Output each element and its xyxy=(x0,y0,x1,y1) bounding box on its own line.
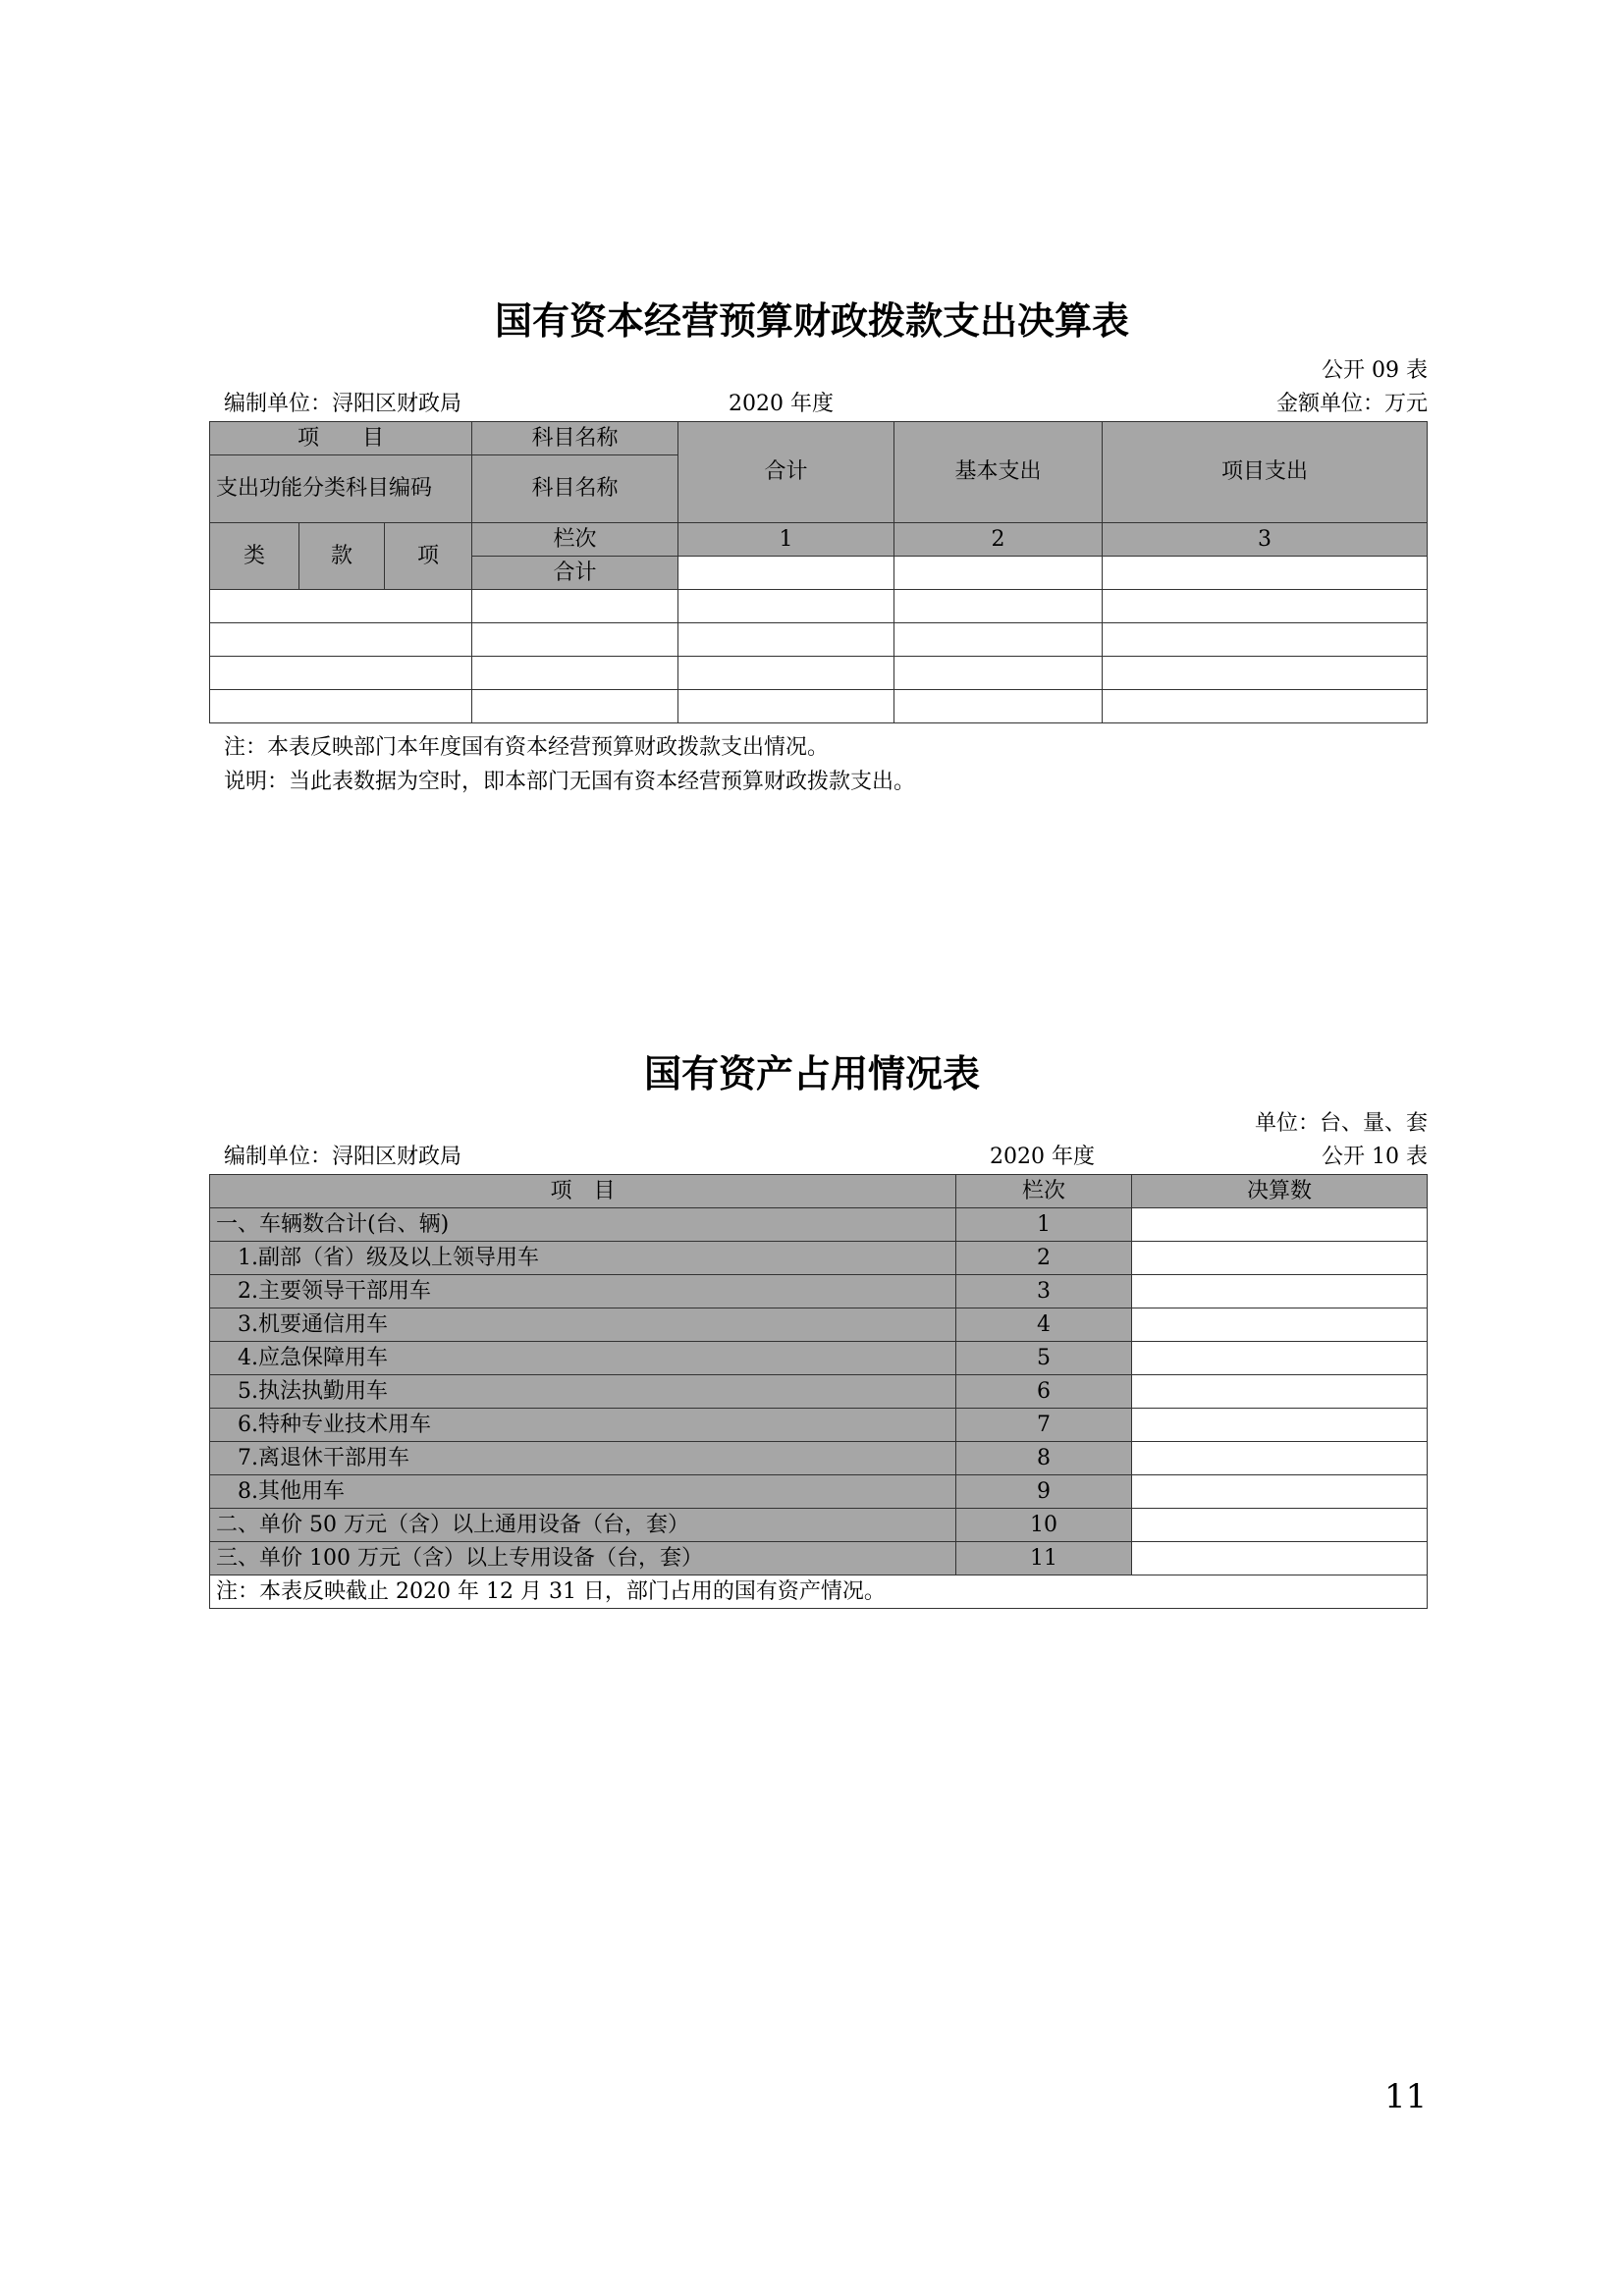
row-item: 8.其他用车 xyxy=(210,1475,956,1509)
row-item: 6.特种专业技术用车 xyxy=(210,1409,956,1442)
row-column-no: 7 xyxy=(956,1409,1132,1442)
table2 xyxy=(209,1174,1428,1609)
table-row xyxy=(210,1475,1428,1509)
header-column-no: 栏次 xyxy=(472,523,678,557)
row-final-amount xyxy=(1132,1275,1428,1308)
row-final-amount xyxy=(1132,1308,1428,1342)
sum-row-label: 合计 xyxy=(472,557,678,590)
sum-total xyxy=(678,557,894,590)
header-lei: 类 xyxy=(210,523,299,590)
row-column-no: 4 xyxy=(956,1308,1132,1342)
table-row xyxy=(210,1342,1428,1375)
header-item: 项 目 xyxy=(210,422,472,455)
col-no-1: 1 xyxy=(678,523,894,557)
header-code-label: 支出功能分类科目编码 xyxy=(210,455,472,523)
row-final-amount xyxy=(1132,1475,1428,1509)
header-final-amount: 决算数 xyxy=(1132,1175,1428,1208)
header-column-no: 栏次 xyxy=(956,1175,1132,1208)
row-column-no: 8 xyxy=(956,1442,1132,1475)
row-item: 二、单价 50 万元（含）以上通用设备（台，套） xyxy=(210,1509,956,1542)
col-no-3: 3 xyxy=(1103,523,1428,557)
table1-form-no: 公开 09 表 xyxy=(1322,358,1428,383)
header-subject-name: 科目名称 xyxy=(472,422,678,455)
col-no-2: 2 xyxy=(894,523,1103,557)
row-column-no: 11 xyxy=(956,1542,1132,1575)
row-item: 三、单价 100 万元（含）以上专用设备（台，套） xyxy=(210,1542,956,1575)
row-item: 一、车辆数合计(台、辆) xyxy=(210,1208,956,1242)
row-item: 5.执法执勤用车 xyxy=(210,1375,956,1409)
table-row xyxy=(210,657,1428,690)
row-final-amount xyxy=(1132,1242,1428,1275)
row-item: 7.离退休干部用车 xyxy=(210,1442,956,1475)
row-final-amount xyxy=(1132,1509,1428,1542)
header-kuan: 款 xyxy=(299,523,385,590)
table1-year: 2020 年度 xyxy=(729,392,834,416)
sum-basic xyxy=(894,557,1103,590)
header-total: 合计 xyxy=(678,422,894,523)
row-item: 4.应急保障用车 xyxy=(210,1342,956,1375)
table1-unit-label: 编制单位：浔阳区财政局 xyxy=(224,392,462,416)
table-row xyxy=(210,1375,1428,1409)
table2-form-no: 公开 10 表 xyxy=(1322,1145,1428,1169)
sum-project xyxy=(1103,557,1428,590)
header-project: 项目支出 xyxy=(1103,422,1428,523)
row-final-amount xyxy=(1132,1208,1428,1242)
row-column-no: 3 xyxy=(956,1275,1132,1308)
table-row xyxy=(210,1242,1428,1275)
page-number: 11 xyxy=(1384,2077,1428,2116)
row-final-amount xyxy=(1132,1342,1428,1375)
row-final-amount xyxy=(1132,1375,1428,1409)
table2-note: 注：本表反映截止 2020 年 12 月 31 日，部门占用的国有资产情况。 xyxy=(210,1575,1428,1609)
table1-amount-unit: 金额单位：万元 xyxy=(1275,392,1428,416)
table1-explanation: 说明：当此表数据为空时，即本部门无国有资本经营预算财政拨款支出。 xyxy=(224,770,916,794)
row-final-amount xyxy=(1132,1442,1428,1475)
row-item: 3.机要通信用车 xyxy=(210,1308,956,1342)
row-final-amount xyxy=(1132,1542,1428,1575)
table-row xyxy=(210,590,1428,623)
table1-title: 国有资本经营预算财政拨款支出决算表 xyxy=(494,298,1129,343)
table-row xyxy=(210,1308,1428,1342)
table1 xyxy=(209,421,1428,723)
table-row xyxy=(210,1208,1428,1242)
table2-unit: 单位：台、量、套 xyxy=(1254,1111,1428,1136)
row-final-amount xyxy=(1132,1409,1428,1442)
row-item: 1.副部（省）级及以上领导用车 xyxy=(210,1242,956,1275)
header-xiang: 项 xyxy=(385,523,472,590)
table-row xyxy=(210,690,1428,723)
row-column-no: 5 xyxy=(956,1342,1132,1375)
row-column-no: 9 xyxy=(956,1475,1132,1509)
row-item: 2.主要领导干部用车 xyxy=(210,1275,956,1308)
table-row xyxy=(210,623,1428,657)
table2-unit-label: 编制单位：浔阳区财政局 xyxy=(224,1145,462,1169)
header-item: 项 目 xyxy=(210,1175,956,1208)
table-row xyxy=(210,1509,1428,1542)
header-subject-name-2: 科目名称 xyxy=(472,455,678,523)
table2-title: 国有资产占用情况表 xyxy=(643,1051,980,1095)
row-column-no: 10 xyxy=(956,1509,1132,1542)
table-row xyxy=(210,1442,1428,1475)
table-row xyxy=(210,1542,1428,1575)
table1-note: 注：本表反映部门本年度国有资本经营预算财政拨款支出情况。 xyxy=(224,735,830,760)
row-column-no: 2 xyxy=(956,1242,1132,1275)
row-column-no: 1 xyxy=(956,1208,1132,1242)
table-row xyxy=(210,1275,1428,1308)
header-basic: 基本支出 xyxy=(894,422,1103,523)
table-row xyxy=(210,1409,1428,1442)
row-column-no: 6 xyxy=(956,1375,1132,1409)
table2-year: 2020 年度 xyxy=(990,1145,1095,1169)
